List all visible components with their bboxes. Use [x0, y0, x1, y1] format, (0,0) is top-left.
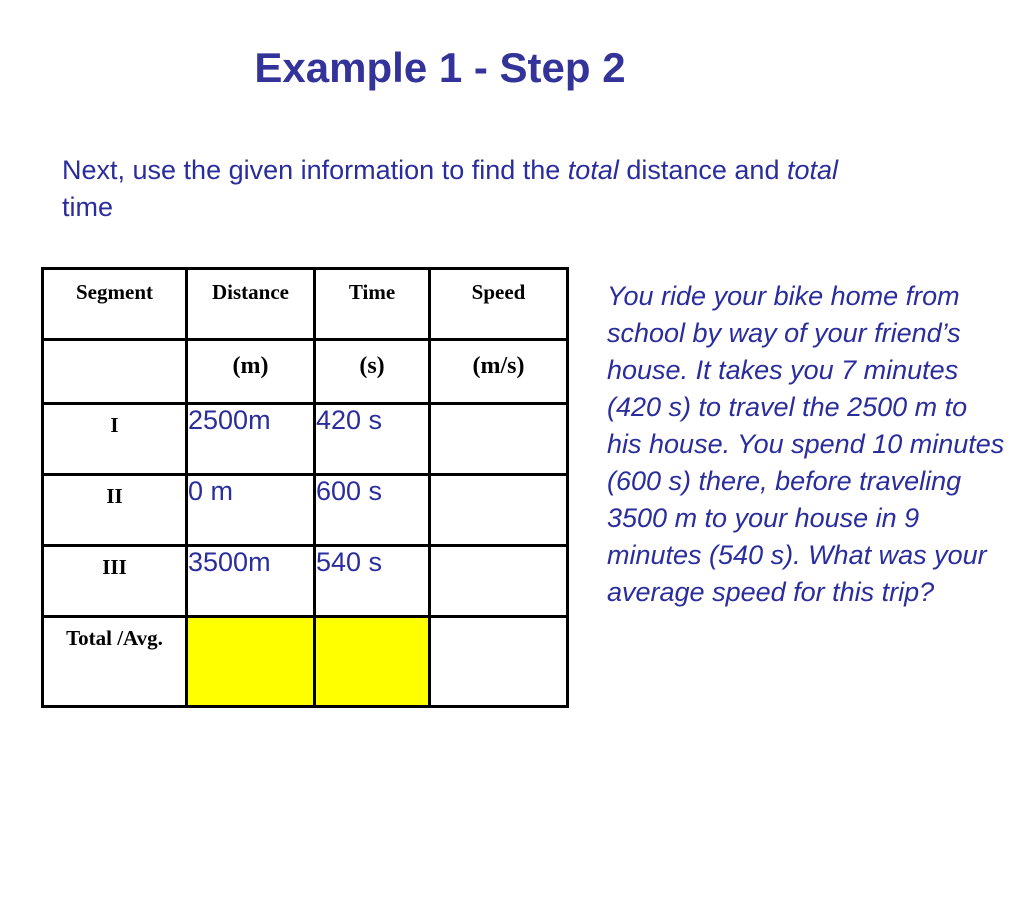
- total-label: Total /Avg.: [43, 617, 187, 707]
- table-row: [43, 475, 568, 546]
- header-segment: Segment: [43, 269, 187, 340]
- time-cell: 600 s: [315, 475, 430, 546]
- intro-text: [62, 152, 842, 226]
- intro-part-2: distance and: [618, 155, 787, 185]
- intro-part-3: time: [62, 192, 114, 222]
- time-cell: 420 s: [315, 404, 430, 475]
- total-time-cell: [315, 617, 430, 707]
- segment-label: II: [43, 475, 187, 546]
- speed-cell: [430, 546, 568, 617]
- segment-label: I: [43, 404, 187, 475]
- table-row: [43, 546, 568, 617]
- header-row: [43, 269, 568, 340]
- slide-title: Example 1 - Step 2: [254, 44, 626, 91]
- speed-cell: [430, 404, 568, 475]
- time-cell: 540 s: [315, 546, 430, 617]
- distance-cell: 3500m: [187, 546, 315, 617]
- data-table: [41, 267, 569, 708]
- header-speed: Speed: [430, 269, 568, 340]
- intro-emphasis-total-1: total: [567, 155, 619, 185]
- intro-emphasis-total-2: total: [786, 155, 839, 185]
- average-speed-cell: [430, 617, 568, 707]
- problem-text: You ride your bike home from school by way of your friend’s house. It takes you 7 minutes (420 s) to travel the 2500 m to his house. You spend 10 minutes (600 s) there, before traveling 3500 m to your house in 9 minutes (540 s). What was your average speed for this trip?: [607, 281, 1005, 607]
- unit-segment: [43, 340, 187, 404]
- distance-cell: 2500m: [187, 404, 315, 475]
- header-time: Time: [315, 269, 430, 340]
- unit-distance: (m): [187, 340, 315, 404]
- total-distance-cell: [187, 617, 315, 707]
- units-row: [43, 340, 568, 404]
- header-distance: Distance: [187, 269, 315, 340]
- segment-label: III: [43, 546, 187, 617]
- unit-time: (s): [315, 340, 430, 404]
- unit-speed: (m/s): [430, 340, 568, 404]
- total-row: [43, 617, 568, 707]
- intro-part-1: Next, use the given information to find the: [62, 155, 568, 185]
- distance-cell: 0 m: [187, 475, 315, 546]
- table-row: [43, 404, 568, 475]
- speed-cell: [430, 475, 568, 546]
